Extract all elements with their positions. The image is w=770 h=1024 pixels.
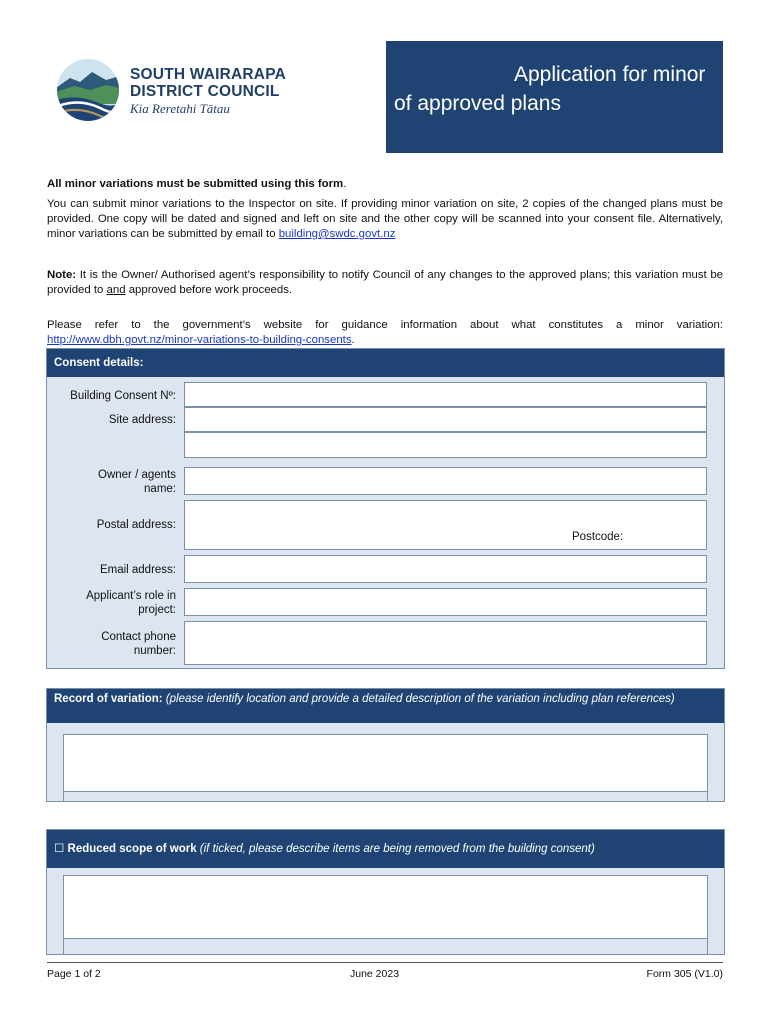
intro-heading	[47, 177, 723, 192]
contact-phone-input[interactable]	[184, 621, 707, 665]
form-title-line1: Application for minor	[514, 63, 706, 86]
note-paragraph	[47, 268, 723, 298]
logo-line1: SOUTH WAIRARAPA	[130, 66, 286, 83]
role-label-line2: project:	[138, 604, 176, 616]
record-of-variation-section	[46, 688, 725, 802]
owner-label-line1: Owner / agents	[98, 469, 176, 481]
reduced-scope-checkbox[interactable]: ☐	[54, 843, 65, 855]
variation-description-textarea[interactable]	[63, 734, 708, 792]
refer-paragraph	[47, 318, 723, 348]
owner-name-label	[98, 468, 176, 496]
logo-tagline: Kia Reretahi Tātau	[130, 101, 230, 116]
reduced-scope-section	[46, 829, 725, 955]
consent-details-section	[46, 348, 725, 669]
variation-box-spacer	[63, 792, 708, 801]
reduced-scope-textarea[interactable]	[63, 875, 708, 939]
reduced-scope-title: Reduced scope of work	[64, 843, 197, 855]
applicant-role-input[interactable]	[184, 588, 707, 616]
contact-phone-label	[101, 630, 176, 658]
form-title-box	[386, 41, 723, 153]
email-link[interactable]: building@swdc.govt.nz	[278, 228, 396, 240]
note-text-after: approved before work proceeds.	[125, 284, 293, 296]
site-address-input-line1[interactable]	[184, 407, 707, 432]
consent-details-title: Consent details:	[54, 357, 144, 369]
form-title-line2: of approved plans	[394, 92, 561, 115]
reduced-scope-header	[47, 830, 724, 868]
intro-paragraph	[47, 197, 723, 242]
reduced-scope-note: (if ticked, please describe items are being removed from the building consent)	[196, 843, 595, 855]
owner-name-input[interactable]	[184, 467, 707, 495]
site-address-label: Site address:	[108, 414, 176, 426]
council-logo-emblem	[56, 58, 120, 122]
council-logo-wordmark	[130, 66, 286, 117]
postal-address-input[interactable]	[184, 500, 707, 550]
consent-details-header	[47, 349, 724, 377]
building-consent-label: Building Consent Nº:	[70, 390, 176, 402]
footer-form-id: Form 305 (V1.0)	[646, 968, 723, 980]
intro-heading-bold: All minor variations must be submitted using this form	[47, 178, 344, 190]
record-of-variation-header	[47, 689, 724, 723]
postcode-label: Postcode:	[572, 531, 624, 543]
phone-label-line1: Contact phone	[101, 631, 176, 643]
building-consent-input[interactable]	[184, 382, 707, 407]
refer-end: .	[351, 334, 355, 346]
footer-date: June 2023	[350, 968, 400, 980]
note-label: Note:	[47, 269, 77, 281]
footer-page-number: Page 1 of 2	[47, 968, 101, 980]
owner-label-line2: name:	[144, 483, 176, 495]
role-label-line1: Applicant’s role in	[86, 590, 176, 602]
site-address-input-line2[interactable]	[184, 432, 707, 458]
email-address-label: Email address:	[99, 564, 176, 576]
refer-text: Please refer to the government’s website for guidance information about what constitutes a minor variation:	[47, 319, 723, 331]
phone-label-line2: number:	[133, 645, 176, 657]
intro-heading-end: .	[343, 178, 347, 190]
note-underlined: and	[106, 284, 126, 296]
note-text-before: It is the Owner/ Authorised agent’s responsibility to notify Council of any changes to the approved plans; this variation must be provided to	[47, 269, 723, 296]
intro-body: You can submit minor variations to the Inspector on site. If providing minor variation on site, 2 copies of the changed plans must be provided. One copy will be dated and signed and left on site and the other copy will be scanned into your consent file. Alternatively, minor variations can be submitted by email to	[47, 198, 723, 240]
footer-divider	[47, 962, 723, 963]
email-address-input[interactable]	[184, 555, 707, 583]
variation-header-italic: (please identify location and provide a detailed description of the variation including plan references)	[162, 693, 675, 705]
logo-line2: DISTRICT COUNCIL	[130, 83, 280, 100]
postal-address-label: Postal address:	[96, 519, 176, 531]
variation-header-bold: Record of variation:	[54, 693, 163, 705]
guidance-link[interactable]: http://www.dbh.govt.nz/minor-variations-to-building-consents	[47, 334, 352, 346]
applicant-role-label	[86, 589, 176, 617]
scope-box-spacer	[63, 939, 708, 954]
